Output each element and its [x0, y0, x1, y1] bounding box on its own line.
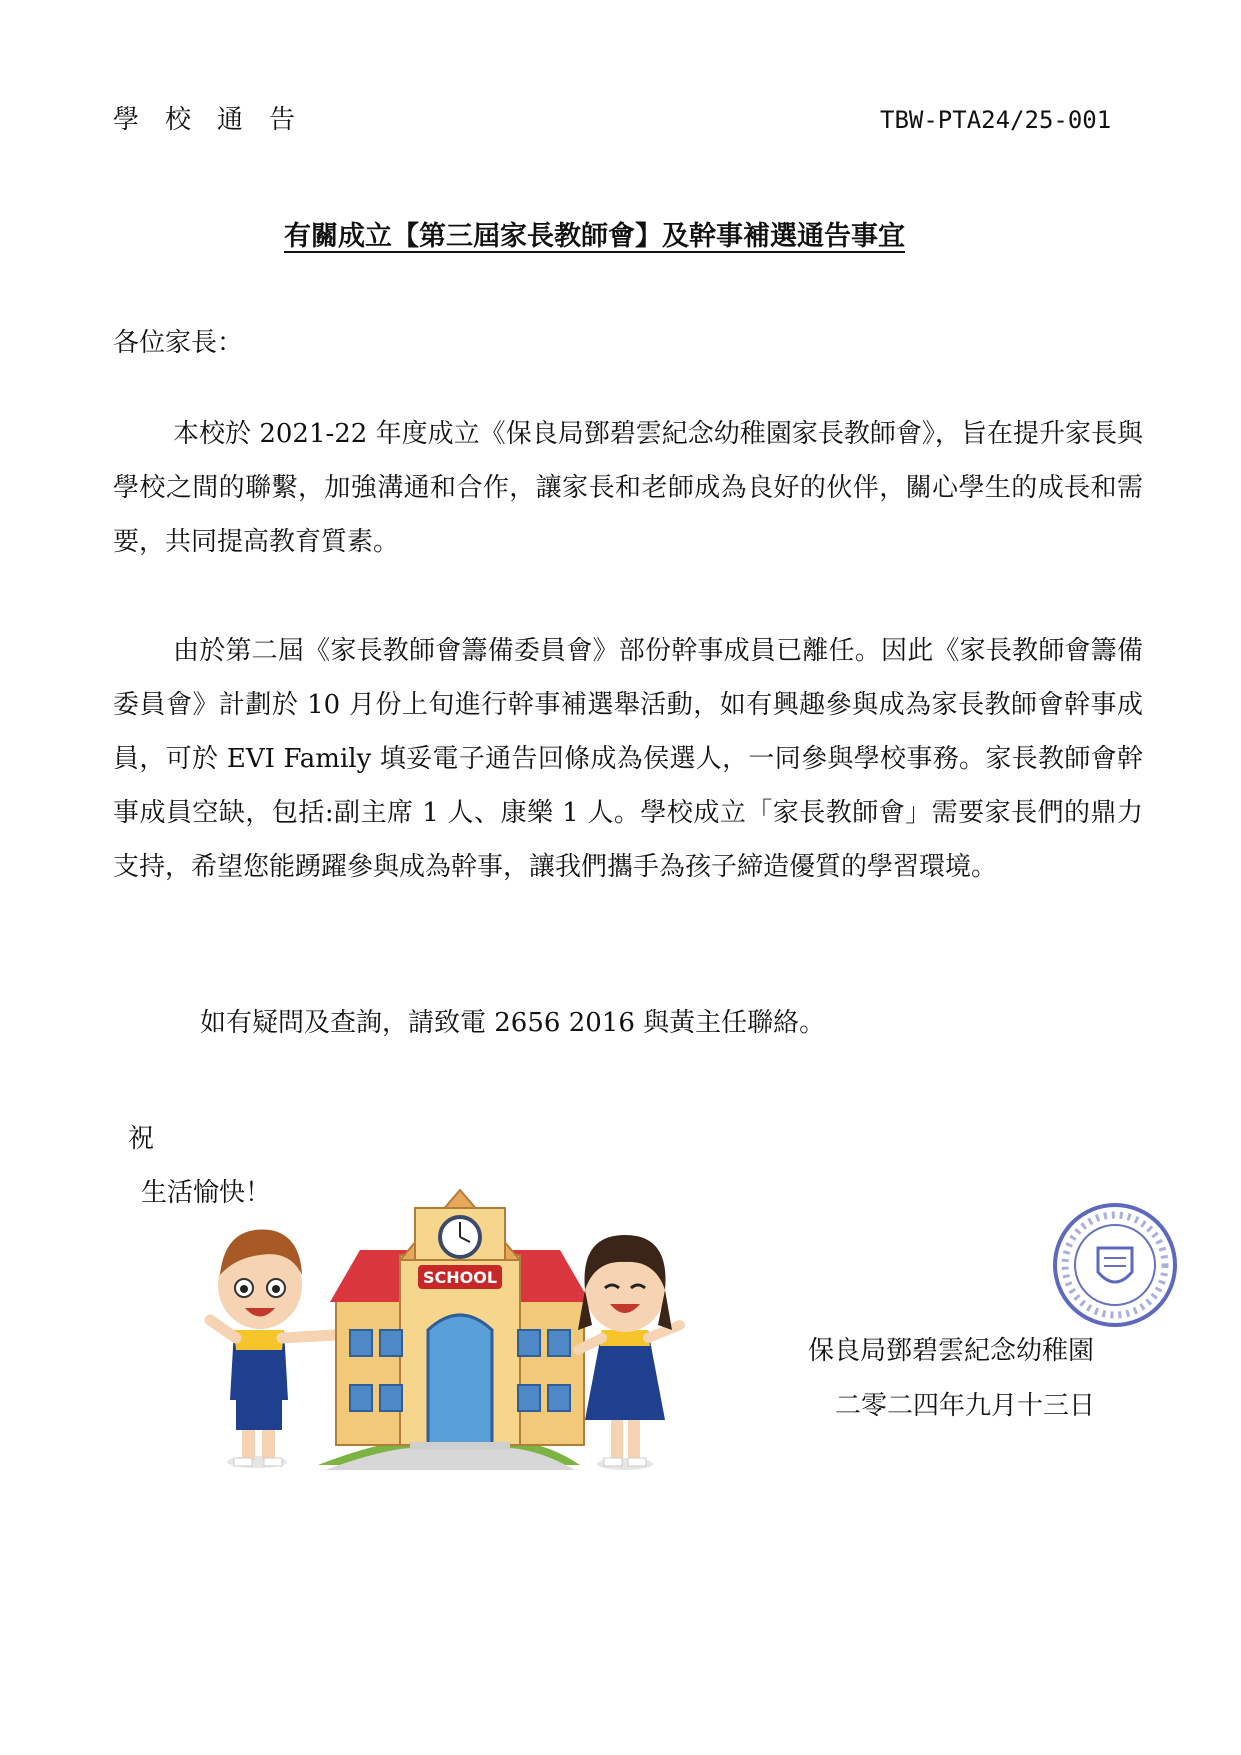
notice-label: 學校通告	[113, 105, 322, 135]
salutation: 各位家長：	[113, 328, 244, 358]
closing-line-2: 生活愉快！	[141, 1178, 272, 1208]
paragraph-intro: 本校於 2021-22 年度成立《保良局鄧碧雲紀念幼稚園家長教師會》，旨在提升家長與學校之間的聯繫，加強溝通和合作，讓家長和老師成為良好的伙伴，關心學生的成長和需要，共同提高教育質素。	[113, 419, 1143, 557]
girl-figure	[578, 1235, 680, 1470]
notice-date: 二零二四年九月十三日	[835, 1391, 1096, 1421]
boy-figure	[210, 1230, 335, 1468]
school-sign-text: SCHOOL	[422, 1268, 498, 1287]
closing-line-1: 祝	[128, 1124, 155, 1154]
paragraph-contact: 如有疑問及查詢，請致電 2656 2016 與黃主任聯絡。	[200, 1008, 826, 1038]
school-seal-stamp	[1050, 1200, 1180, 1330]
school-children-illustration	[200, 1180, 780, 1480]
document-title: 有關成立【第三屆家長教師會】及幹事補選通告事宜	[284, 221, 905, 252]
reference-number: TBW-PTA24/25-001	[880, 106, 1112, 134]
school-name-signature: 保良局鄧碧雲紀念幼稚園	[808, 1336, 1095, 1366]
paragraph-election: 由於第二屆《家長教師會籌備委員會》部份幹事成員已離任。因此《家長教師會籌備委員會》計劃於 10 月份上旬進行幹事補選舉活動，如有興趣參與成為家長教師會幹事成員，可於 EVI Family 填妥電子通告回條成為侯選人，一同參與學校事務。家長教師會幹事成員空缺，包括:副主席 1 人、康樂 1 人。學校成立「家長教師會」需要家長們的鼎力支持，希望您能踴躍參與成為幹事，讓我們攜手為孩子締造優質的學習環境。	[113, 636, 1143, 882]
school-building	[318, 1190, 590, 1470]
